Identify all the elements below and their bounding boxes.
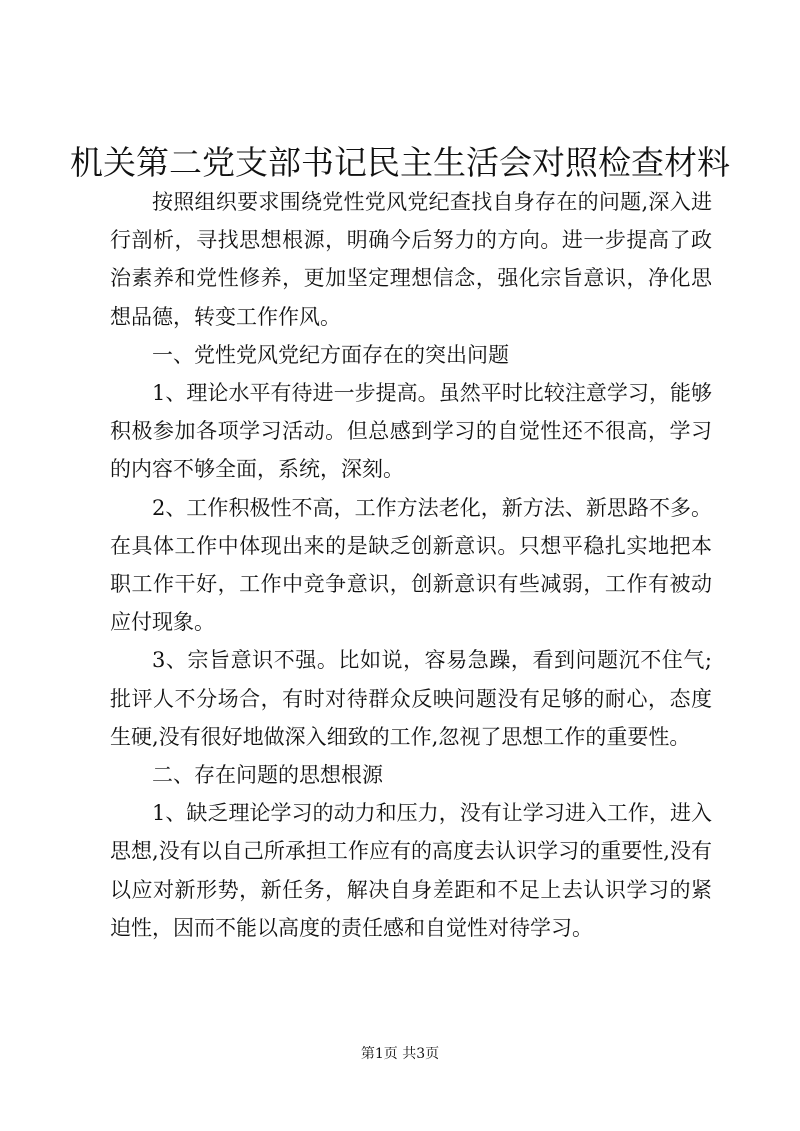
paragraph-intro: 按照组织要求围绕党性党风党纪查找自身存在的问题,深入进行剖析，寻找思想根源，明确今后努力的方向。进一步提高了政治素养和党性修养，更加坚定理想信念，强化宗旨意识，净化思想品德，转变工作作风。 bbox=[110, 190, 712, 329]
paragraph-item-2-1: 1、缺乏理论学习的动力和压力，没有让学习进入工作，进入思想,没有以自己所承担工作应有的高度去认识学习的重要性,没有以应对新形势，新任务，解决自身差距和不足上去认识学习的紧迫性，因而不能以高度的责任感和自觉性对待学习。 bbox=[110, 801, 712, 940]
paragraph-item-1-2: 2、工作积极性不高，工作方法老化，新方法、新思路不多。在具体工作中体现出来的是缺乏创新意识。只想平稳扎实地把本职工作干好，工作中竞争意识，创新意识有些减弱，工作有被动应付现象。 bbox=[110, 495, 712, 635]
paragraph-item-1-1: 1、理论水平有待进一步提高。虽然平时比较注意学习，能够积极参加各项学习活动。但总感到学习的自觉性还不很高，学习的内容不够全面，系统，深刻。 bbox=[110, 381, 712, 482]
paragraph-item-1-3: 3、宗旨意识不强。比如说，容易急躁，看到问题沉不住气;批评人不分场合，有时对待群众反映问题没有足够的耐心，态度生硬,没有很好地做深入细致的工作,忽视了思想工作的重要性。 bbox=[110, 648, 712, 749]
page-footer: 第1页 共3页 bbox=[360, 1046, 440, 1062]
document-title: 机关第二党支部书记民主生活会对照检查材料 bbox=[70, 143, 730, 182]
document-body bbox=[110, 183, 712, 947]
section-heading-2: 二、存在问题的思想根源 bbox=[152, 763, 383, 788]
section-heading-1: 一、党性党风党纪方面存在的突出问题 bbox=[152, 342, 509, 367]
